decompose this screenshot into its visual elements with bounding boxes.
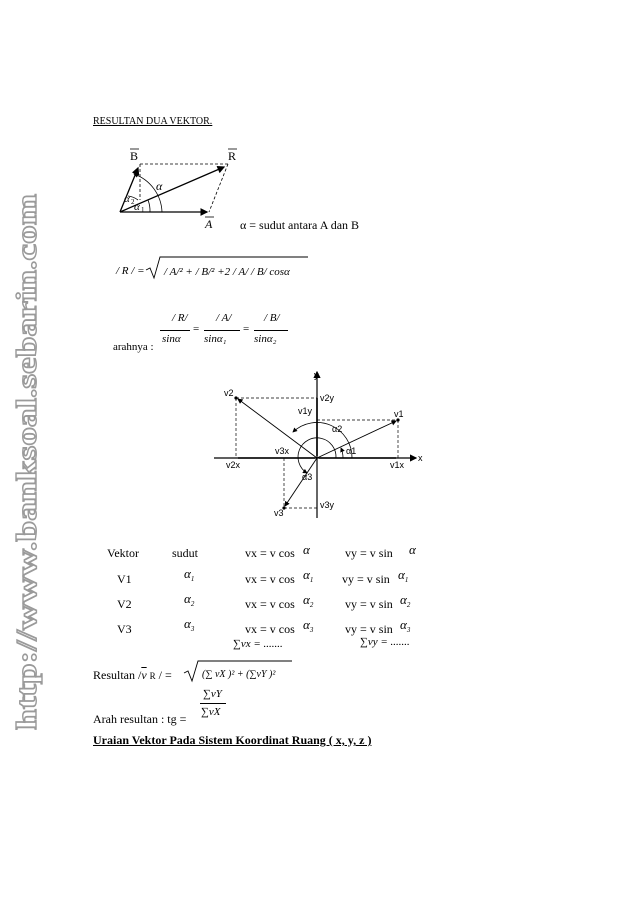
table-row-v1-vx-angle: $\alpha_1$ [303, 567, 314, 584]
table-header-vy-alpha: α [409, 542, 416, 557]
ratio-label: arahnya : [113, 341, 154, 353]
table-row-v3-angle: $\alpha_3$ [184, 616, 195, 633]
label-v1y: v1y [298, 406, 313, 416]
label-v2x: v2x [226, 460, 241, 470]
label-y: y [314, 370, 319, 380]
sum-vy: ∑vy = ....... [360, 636, 410, 648]
vector-v1 [317, 421, 396, 458]
ratio-den3: sinα₂ [254, 333, 277, 345]
formula-R-radical [144, 254, 310, 282]
label-R: R [228, 149, 237, 163]
label-v3y: v3y [320, 500, 335, 510]
table-row-v2-vx-angle: $\alpha_2$ [303, 592, 314, 609]
table-header-vektor: Vektor [107, 546, 139, 560]
alpha1-arc [148, 200, 150, 212]
table-row-v2-name: V2 [117, 597, 132, 611]
table-row-v3-name: V3 [117, 622, 132, 636]
arc-alpha1 [341, 448, 343, 458]
resultan-radicand: (∑ vX )² + (∑vY )² [202, 669, 276, 680]
table-header-vx-alpha: α [303, 542, 310, 557]
label-v3: v3 [274, 508, 284, 518]
arc-alpha2 [293, 422, 352, 458]
table-row-v2-vy: vy = v sin [345, 597, 393, 611]
formula-R-radicand: / A/² + / B/² +2 / A/ / B/ cosα [164, 266, 290, 278]
label-alpha2: α2 [332, 424, 343, 434]
table-row-v3-vx-angle: $\alpha_3$ [303, 617, 314, 634]
section-heading-3d: Uraian Vektor Pada Sistem Koordinat Ruang ( x, y, z ) [93, 733, 372, 747]
arah-num: ∑vY [203, 688, 222, 700]
ratio-den2: sinα₁ [204, 333, 227, 345]
table-row-v2-vy-angle: $\alpha_2$ [400, 592, 411, 609]
label-x: x [418, 453, 423, 463]
sum-vx: ∑vx = ....... [233, 638, 283, 650]
label-v3x: v3x [275, 446, 290, 456]
table-header-sudut: sudut [172, 546, 199, 560]
ratio-num1: / R/ [172, 312, 188, 324]
table-row-v2-vx: vx = v cos [245, 597, 295, 611]
label-alpha: α [156, 179, 163, 193]
ratio-eq2: = [243, 323, 250, 335]
label-v2: v2 [224, 388, 234, 398]
label-alpha1-sub: 1 [141, 206, 145, 214]
arah-den: ∑vX [201, 706, 221, 718]
label-v2y: v2y [320, 393, 335, 403]
arah-fraction-bar [200, 703, 226, 704]
watermark [2, 190, 46, 730]
label-alpha2-sub: 2 [131, 198, 135, 206]
ratio-eq1: = [193, 323, 200, 335]
label-v1: v1 [394, 409, 404, 419]
arah-label: Arah resultan : tg = [93, 712, 187, 726]
resultan-radical [182, 659, 294, 685]
table-row-v3-vx: vx = v cos [245, 622, 295, 636]
label-alpha1: α [134, 201, 140, 213]
ratio-den1: sinα [162, 333, 181, 345]
label-v1x: v1x [390, 460, 405, 470]
label-A: A [205, 217, 213, 231]
table-row-v3-vy-angle: $\alpha_3$ [400, 617, 411, 634]
alpha-definition: α = sudut antara A dan B [240, 218, 360, 232]
ratio-num3: / B/ [264, 312, 280, 324]
ratio-num2: / A/ [216, 312, 232, 324]
label-alpha2: α [124, 193, 130, 205]
vector-v3 [285, 458, 317, 506]
label-B: B [130, 149, 139, 163]
table-row-v1-vy-angle: $\alpha_1$ [398, 567, 409, 584]
table-row-v1-angle: $\alpha_1$ [184, 566, 195, 583]
dashed-right [209, 164, 228, 212]
table-row-v2-angle: $\alpha_2$ [184, 591, 195, 608]
parallelogram-diagram [110, 140, 250, 235]
table-header-vx: vx = v cos [245, 546, 295, 560]
table-row-v1-vy: vy = v sin [342, 572, 390, 586]
label-alpha1: α1 [346, 446, 357, 456]
table-row-v1-name: V1 [117, 572, 132, 586]
coordinate-diagram [208, 368, 426, 526]
table-row-v1-vx: vx = v cos [245, 572, 295, 586]
table-row-v3-vy: vy = v sin [345, 622, 393, 636]
watermark-text: http://www.banksoal.sebarin.com [11, 315, 43, 730]
section-title: RESULTAN DUA VEKTOR. [93, 116, 213, 127]
table-header-vy: vy = v sin [345, 546, 393, 560]
formula-R-lhs: / R / = [116, 265, 145, 277]
resultan-label: Resultan $/\overline{v}$ R / = [93, 668, 172, 682]
label-alpha3: α3 [302, 472, 313, 482]
ratio-formula [160, 312, 288, 356]
